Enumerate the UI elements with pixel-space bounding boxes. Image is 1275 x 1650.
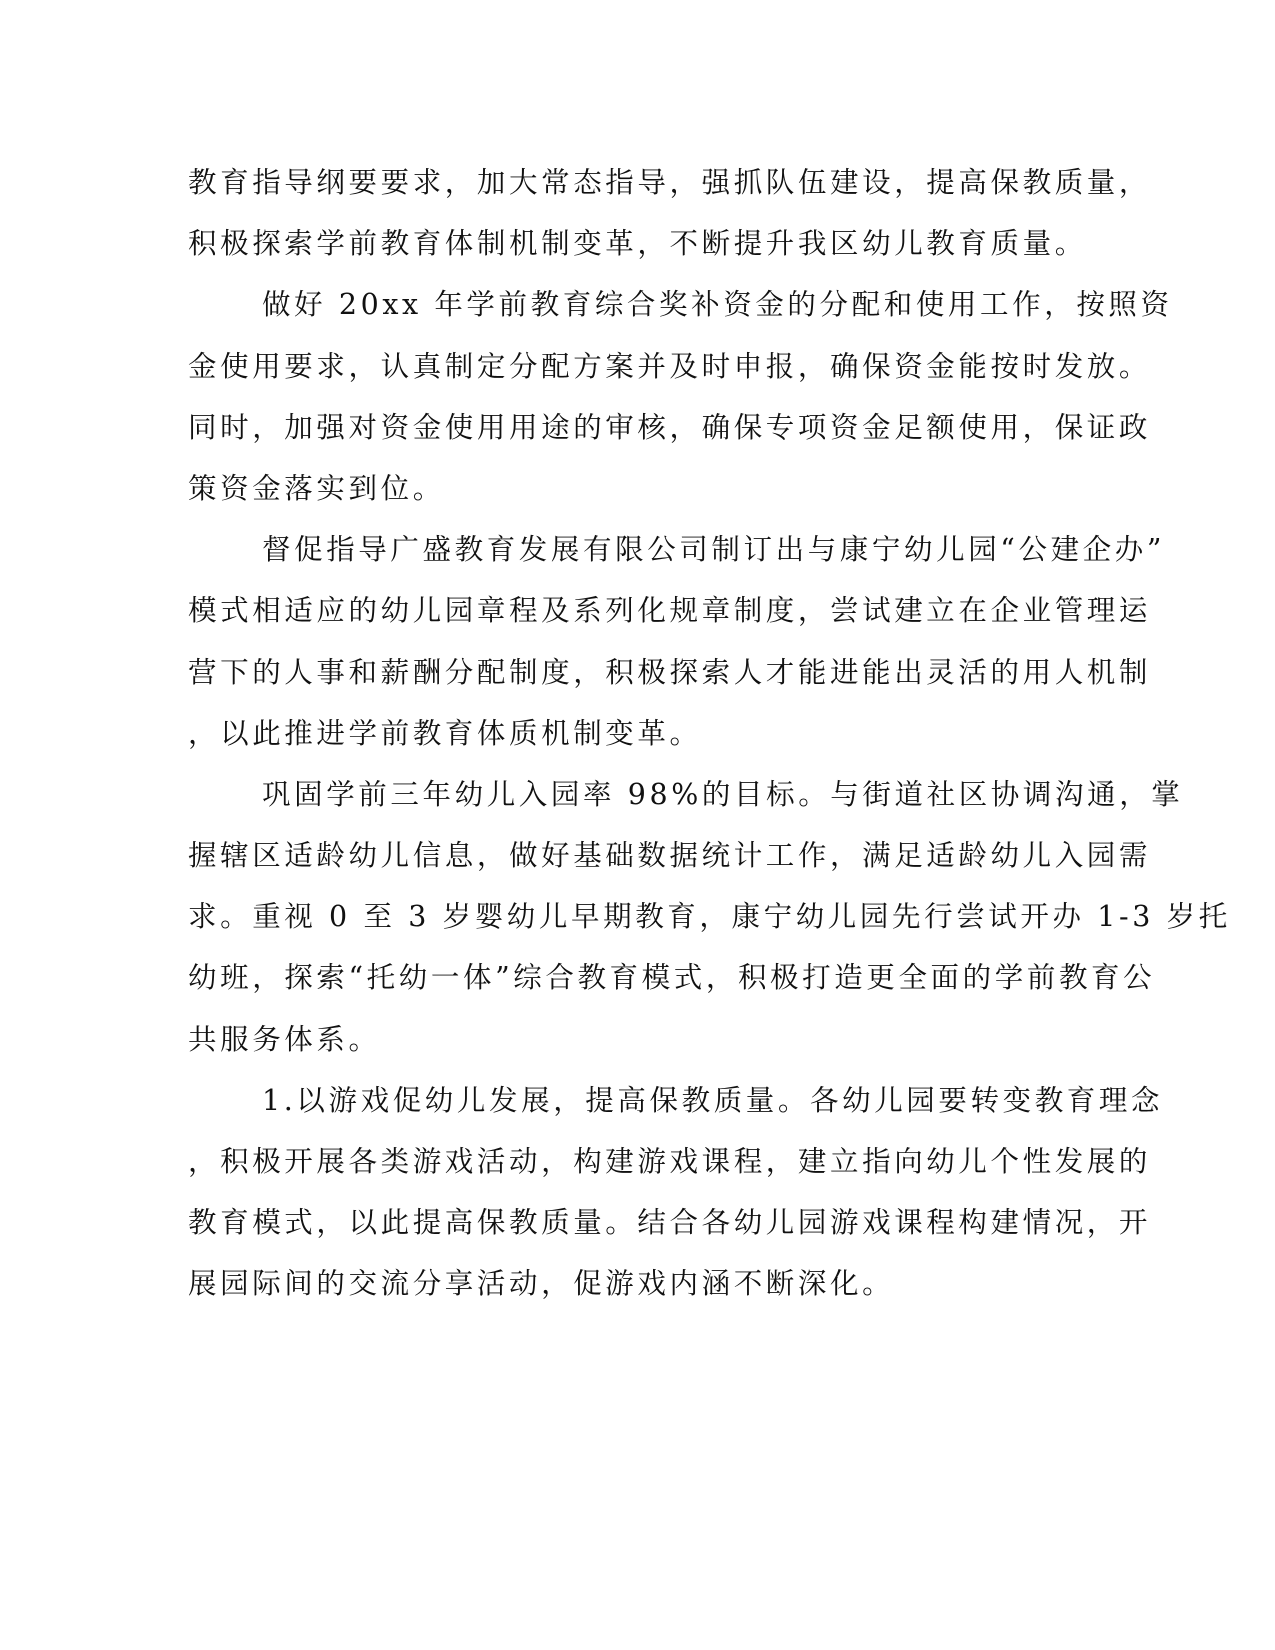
paragraph-start-line: 1.以游戏促幼儿发展，提高保教质量。各幼儿园要转变教育理念 [262,1083,1164,1117]
paragraph-start-line: 巩固学前三年幼儿入园率 98%的目标。与街道社区协调沟通，掌 [262,777,1184,811]
text-line: 幼班，探索“托幼一体”综合教育模式，积极打造更全面的学前教育公 [188,961,1156,995]
paragraph-start-line: 督促指导广盛教育发展有限公司制订出与康宁幼儿园“公建企办” [262,533,1166,567]
text-line: 教育指导纲要要求，加大常态指导，强抓队伍建设，提高保教质量， [188,166,1152,199]
text-line: 策资金落实到位。 [188,471,445,505]
text-line: 同时，加强对资金使用用途的审核，确保专项资金足额使用，保证政 [188,410,1152,444]
text-line: 求。重视 0 至 3 岁婴幼儿早期教育，康宁幼儿园先行尝试开办 1-3 岁托 [188,900,1231,934]
text-line: 模式相适应的幼儿园章程及系列化规章制度，尝试建立在企业管理运 [188,594,1152,628]
text-line: 营下的人事和薪酬分配制度，积极探索人才能进能出灵活的用人机制 [188,655,1152,689]
text-line: 金使用要求，认真制定分配方案并及时申报，确保资金能按时发放。 [188,349,1152,383]
document-body [188,152,1231,1315]
text-line: 展园际间的交流分享活动，促游戏内涵不断深化。 [188,1267,895,1301]
text-line: 握辖区适龄幼儿信息，做好基础数据统计工作，满足适龄幼儿入园需 [188,839,1152,873]
paragraph-start-line: 做好 20xx 年学前教育综合奖补资金的分配和使用工作，按照资 [262,288,1173,322]
text-line: 共服务体系。 [188,1022,381,1056]
text-line: 积极探索学前教育体制机制变革，不断提升我区幼儿教育质量。 [188,227,1087,261]
text-line: ，以此推进学前教育体质机制变革。 [188,716,702,750]
text-line: 教育模式，以此提高保教质量。结合各幼儿园游戏课程构建情况，开 [188,1206,1152,1240]
text-line: ，积极开展各类游戏活动，构建游戏课程，建立指向幼儿个性发展的 [188,1145,1152,1178]
